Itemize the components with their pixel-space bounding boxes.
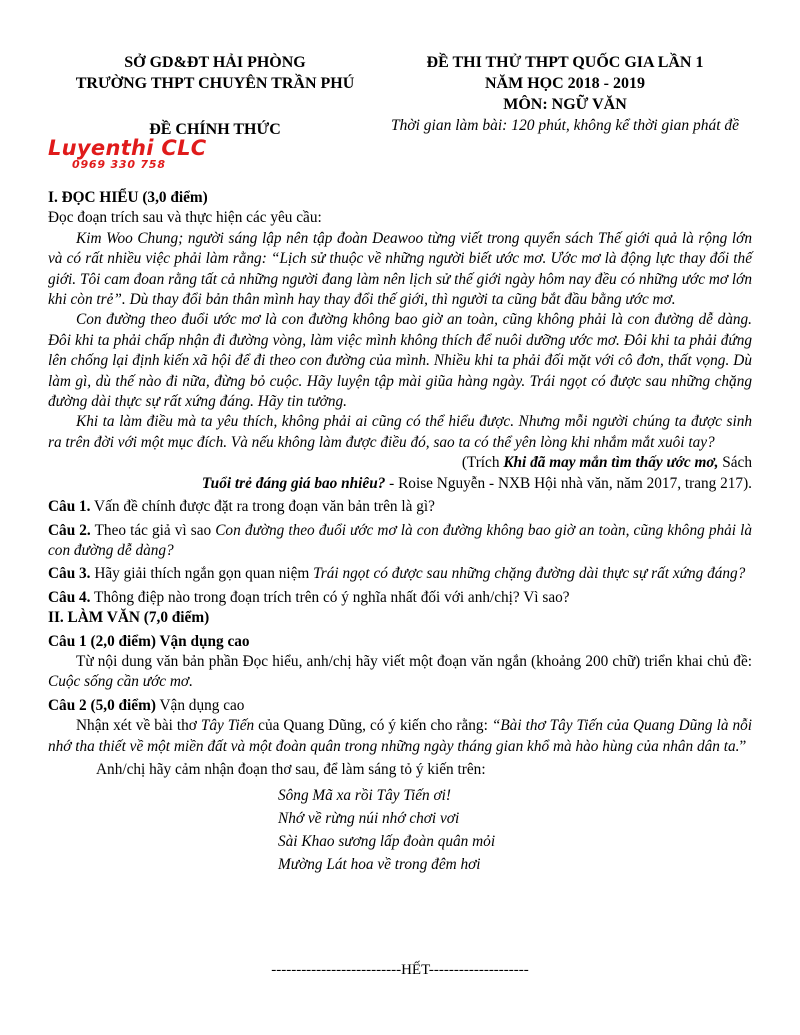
- question-4-label: Câu 4.: [48, 588, 91, 606]
- essay-1-prompt: Từ nội dung văn bản phần Đọc hiểu, anh/chị hãy viết một đoạn văn ngắn (khoảng 200 chữ) triển khai chủ đề:: [76, 652, 752, 670]
- watermark-logo: [48, 137, 208, 171]
- exam-body: [48, 188, 752, 876]
- question-3: [48, 564, 752, 584]
- essay-2-level: Vận dụng cao: [155, 696, 245, 714]
- essay-2-quote: “Bài thơ Tây Tiến của Quang Dũng là nỗi nhớ tha thiết về một miền đất và một đoàn quân trong những ngày tháng gian khổ mà hào hùng của nhân dân ta.: [48, 717, 752, 755]
- question-3-label: Câu 3.: [48, 565, 91, 583]
- essay-2-points: Câu 2 (5,0 điểm): [48, 696, 156, 714]
- question-3-text: Hãy giải thích ngắn gọn quan niệm: [90, 565, 314, 583]
- excerpt-paragraph-2: Con đường theo đuổi ước mơ là con đường không bao giờ an toàn, cũng không phải là con đường dễ dàng. Đôi khi ta phải chấp nhận đi đường vòng, làm việc mình không thích để nuôi dưỡng ước mơ. Đôi khi ta phải đứng lên chống lại định kiến xã hội để đi theo con đường của mình. Nhiều khi ta phải đối mặt với cô đơn, thất vọng. Dù làm gì, dù thế nào đi nữa, đừng bỏ cuộc. Hãy luyện tập mài giũa hàng ngày. Trái ngọt có được sau những chặng đường dài thực sự rất xứng đáng. Hãy tin tưởng.: [48, 311, 752, 411]
- essay-2-text-b: của Quang Dũng, có ý kiến cho rằng:: [254, 717, 492, 735]
- essay-1-topic: Cuộc sống cần ước mơ.: [48, 673, 193, 691]
- official-label: ĐỀ CHÍNH THỨC: [149, 121, 281, 138]
- citation-title: Khi đã may mắn tìm thấy ước mơ,: [503, 454, 719, 472]
- poem-line: Sài Khao sương lấp đoàn quân mỏi: [278, 833, 496, 851]
- citation: [48, 453, 752, 494]
- essay-2-poem-title: Tây Tiến: [200, 717, 255, 735]
- essay-2-text: [48, 716, 752, 757]
- question-1-text: Vấn đề chính được đặt ra trong đoạn văn bản trên là gì?: [90, 498, 435, 516]
- school-name: TRƯỜNG THPT CHUYÊN TRẦN PHÚ: [75, 75, 355, 92]
- time-limit: Thời gian làm bài: 120 phút, không kể thời gian phát đề: [390, 117, 740, 134]
- poem-line: Sông Mã xa rồi Tây Tiến ơi!: [278, 787, 452, 805]
- question-3-quote: Trái ngọt có được sau những chặng đường dài thực sự rất xứng đáng?: [313, 565, 746, 583]
- school-year: NĂM HỌC 2018 - 2019: [485, 75, 645, 92]
- essay-2-quote-end: ”: [739, 737, 747, 755]
- logo-text: Luyenthi CLC: [48, 136, 207, 160]
- essay-2-label: [48, 696, 752, 716]
- essay-2-text-a: Nhận xét về bài thơ: [76, 717, 201, 735]
- writing-heading: II. LÀM VĂN (7,0 điểm): [48, 609, 210, 627]
- citation-post: - Roise Nguyễn - NXB Hội nhà văn, năm 2017, trang 217).: [385, 474, 752, 492]
- question-4: [48, 588, 752, 608]
- essay-1-text: [48, 652, 752, 693]
- logo-phone: 0969 330 758: [72, 158, 166, 171]
- poem-line: Mường Lát hoa về trong đêm hơi: [278, 856, 481, 874]
- reading-instruction: Đọc đoạn trích sau và thực hiện các yêu cầu:: [48, 209, 322, 227]
- poem-line: Nhớ về rừng núi nhớ chơi vơi: [278, 810, 460, 828]
- question-2-label: Câu 2.: [48, 521, 91, 539]
- citation-book: Tuổi trẻ đáng giá bao nhiêu?: [201, 474, 386, 492]
- question-4-text: Thông điệp nào trong đoạn trích trên có ý nghĩa nhất đối với anh/chị? Vì sao?: [90, 588, 570, 606]
- department-name: SỞ GD&ĐT HẢI PHÒNG: [124, 54, 306, 71]
- question-2-text: Theo tác giả vì sao: [90, 521, 216, 539]
- exam-title: ĐỀ THI THỬ THPT QUỐC GIA LẦN 1: [426, 54, 704, 71]
- citation-pre: (Trích: [461, 454, 504, 472]
- citation-mid: Sách: [718, 454, 752, 472]
- essay-1-label: Câu 1 (2,0 điểm) Vận dụng cao: [48, 632, 250, 650]
- question-1: [48, 497, 752, 517]
- exam-header: [345, 52, 785, 136]
- question-2: [48, 521, 752, 562]
- excerpt-paragraph-1: Kim Woo Chung; người sáng lập nên tập đoàn Deawoo từng viết trong quyển sách Thế giới quả là rộng lớn và có rất nhiều việc phải làm rằng: “Lịch sử thuộc về những người biết ước mơ. Ước mơ là động lực thay đổi thế giới. Tôi cam đoan rằng tất cả những người đang làm nên lịch sử thế giới ngày hôm nay đều có những ước mơ lớn khi còn trẻ”. Dù thay đổi bản thân mình hay thay đổi thế giới, thì người ta cũng bắt đầu bằng ước mơ.: [48, 229, 752, 309]
- subject: MÔN: NGỮ VĂN: [503, 96, 627, 113]
- essay-2-task: Anh/chị hãy cảm nhận đoạn thơ sau, để làm sáng tỏ ý kiến trên:: [96, 760, 486, 778]
- question-1-label: Câu 1.: [48, 498, 91, 516]
- question-2-quote: Con đường theo đuổi ước mơ là con đường không bao giờ an toàn, cũng không phải là con đường dễ dàng?: [48, 521, 753, 559]
- reading-heading: I. ĐỌC HIỂU (3,0 điểm): [48, 189, 208, 206]
- excerpt-paragraph-3: Khi ta làm điều mà ta yêu thích, không phải ai cũng có thể hiểu được. Nhưng mỗi người chúng ta được sinh ra trên đời với một mục đích. Và nếu không làm được điều đó, sao ta có thể yên lòng khi nhắm mắt xuôi tay?: [48, 413, 752, 451]
- end-marker: --------------------------HẾT--------------------: [271, 962, 529, 978]
